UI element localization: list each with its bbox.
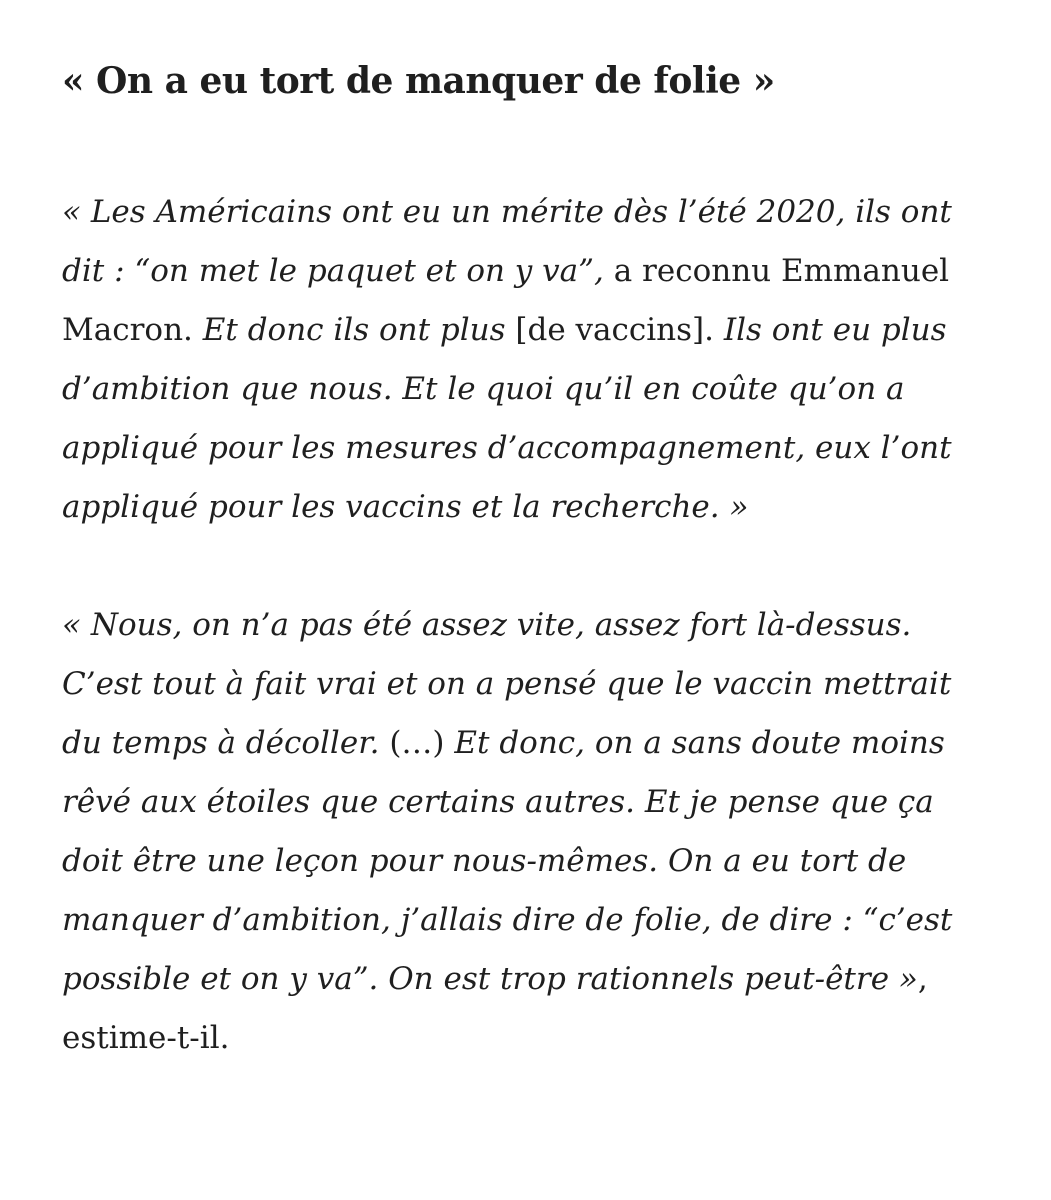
article-heading: « On a eu tort de manquer de folie »: [62, 60, 775, 102]
quote-paragraph-1: [62, 183, 992, 537]
attribution-text: , estime-t-il.: [62, 961, 928, 1057]
quote-text: Ils ont eu plus d’ambition que nous. Et le quoi qu’il en coûte qu’on a appliqué pour les mesures d’accompagnement, eux l’ont appliqué pour les vaccins et la recherche. »: [62, 312, 952, 526]
quote-text: Et donc, on a sans doute moins rêvé aux étoiles que certains autres. Et je pense que ça doit être une leçon pour nous-mêmes. On a eu tort de manquer d’ambition, j’allais dire de folie, de dire : “c’est possible et on y va”. On est trop rationnels peut-être »: [62, 725, 953, 998]
quote-paragraph-2: [62, 596, 992, 1068]
quote-text: Et donc ils ont plus: [202, 312, 516, 349]
editorial-insert: [de vaccins].: [515, 312, 724, 349]
article: [62, 60, 992, 1068]
quote-text: « Nous, on n’a pas été assez vite, assez fort là-dessus. C’est tout à fait vrai et on a pensé que le vaccin mettrait du temps à décoller.: [62, 607, 952, 762]
quote-text: « Les Américains ont eu un mérite dès l’été 2020, ils ont dit : “on met le paquet et on y va”,: [62, 194, 952, 290]
attribution-text: a reconnu Emmanuel Macron.: [62, 253, 950, 349]
ellipsis-insert: (…): [389, 725, 455, 762]
